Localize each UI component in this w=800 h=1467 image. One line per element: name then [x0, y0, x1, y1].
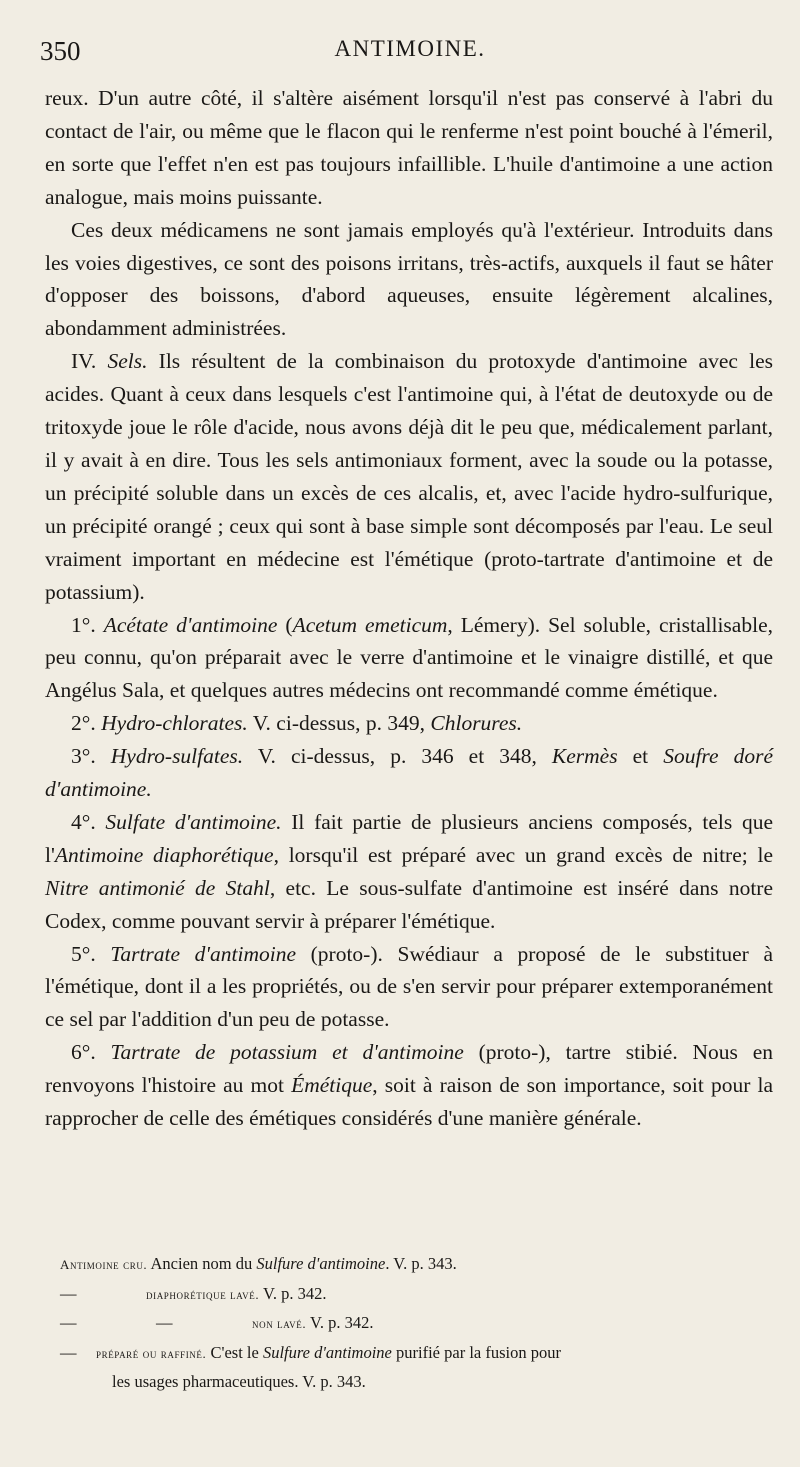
- index-notes: [60, 1250, 770, 1397]
- page-header: [40, 36, 780, 76]
- paragraph-tartrate: [45, 938, 773, 1037]
- item-text: (: [277, 612, 293, 637]
- ditto-dash: —: [60, 1342, 77, 1362]
- note-heading: non lavé.: [252, 1316, 307, 1331]
- section-title: Sels.: [107, 349, 148, 374]
- paragraph-hydrosulfates: [45, 740, 773, 806]
- note-heading: Antimoine cru.: [60, 1257, 148, 1272]
- item-text: V. ci-dessus, p. 346 et 348,: [243, 744, 552, 769]
- note-heading: diaphorétique lavé.: [146, 1286, 260, 1302]
- ditto-dash: —: [156, 1313, 173, 1332]
- paragraph-sels: [45, 345, 773, 608]
- item-text: , soit à raison de son importance, soit pour la rapprocher de celle des émétiques considérés d'une manière générale.: [45, 1073, 773, 1131]
- paragraph-hydrochlorates: [45, 707, 773, 740]
- paragraph-usage: Ces deux médicamens ne sont jamais employés qu'à l'extérieur. Introduits dans les voies digestives, ce sont des poisons irritans, très-actifs, auxquels il faut se hâter d'opposer des boissons, d'abord aqueuses, ensuite légèrement alcalines, abondamment administrées.: [45, 217, 773, 341]
- item-number: 3°.: [71, 744, 111, 769]
- item-number: 2°.: [71, 711, 102, 736]
- page-number: 350: [40, 36, 81, 66]
- item-number: 6°.: [71, 1040, 111, 1065]
- item-number: 5°.: [71, 941, 111, 966]
- item-text: (proto-). Swédiaur a proposé de le substituer à l'émétique, dont il a les propriétés, ou de s'en servir pour préparer extemporanément ce sel par l'addition d'un peu de potasse.: [45, 941, 773, 1032]
- note-reference: Sulfure d'antimoine: [262, 1342, 392, 1362]
- note-prepare-continuation: les usages pharmaceutiques. V. p. 343.: [112, 1372, 366, 1391]
- note-antimoine-cru: [60, 1250, 770, 1280]
- item-reference: Kermès: [551, 744, 618, 769]
- paragraph-tartrate-potassium: [45, 1036, 773, 1135]
- item-text: V. ci-dessus, p. 349,: [247, 711, 431, 736]
- section-text: Ils résultent de la combinaison du protoxyde d'antimoine avec les acides. Quant à ceux dans lesquels c'est l'antimoine qui, à l'état de deutoxyde ou de tritoxyde joue le rôle d'acide, nous avons déjà dit le peu que, médicalement parlant, il y avait à en dire. Tous les sels antimoniaux forment, avec la soude ou la potasse, un précipité soluble dans un excès de ces alcalis, et, avec l'acide hydro-sulfurique, un précipité orangé ; ceux qui sont à base simple sont décomposés par l'eau. Le seul vraiment important en médecine est l'émétique (proto-tartrate d'antimoine et de potassium).: [45, 349, 773, 604]
- item-title: Sulfate d'antimoine.: [105, 809, 282, 834]
- item-reference: Soufre doré d'antimoine.: [45, 744, 773, 802]
- item-reference: Nitre antimonié de Stahl: [45, 875, 270, 900]
- ditto-dash: —: [60, 1313, 77, 1332]
- note-text: purifié par la fusion pour: [391, 1342, 561, 1362]
- note-diaphoretique-lave: [60, 1280, 770, 1310]
- item-number: 4°.: [71, 809, 106, 834]
- note-text: V. p. 342.: [259, 1283, 327, 1303]
- section-number: IV.: [71, 349, 108, 374]
- ditto-dash: —: [60, 1283, 77, 1303]
- paragraph-continuation: reux. D'un autre côté, il s'altère aisément lorsqu'il n'est pas conservé à l'abri du contact de l'air, ou même que le flacon qui le renferme n'est point bouché à l'émeril, en sorte que l'effet n'en est pas toujours infaillible. L'huile d'antimoine a une action analogue, mais moins puissante.: [45, 86, 773, 209]
- note-reference: Sulfure d'antimoine: [256, 1254, 386, 1273]
- note-text: V. p. 342.: [306, 1313, 374, 1332]
- item-title: Tartrate de potassium et d'antimoine: [110, 1040, 464, 1065]
- item-title: Acétate d'antimoine: [103, 612, 278, 637]
- item-reference: Antimoine diaphorétique: [54, 842, 274, 867]
- item-text: , lorsqu'il est préparé avec un grand excès de nitre; le: [273, 842, 773, 867]
- item-title: Tartrate d'antimoine: [110, 941, 297, 966]
- body-text: [45, 82, 773, 1135]
- item-text: (proto-), tartre stibié. Nous en renvoyons l'histoire au mot: [45, 1040, 773, 1098]
- paragraph-acetate: [45, 609, 773, 708]
- note-text: . V. p. 343.: [385, 1254, 457, 1273]
- note-heading: préparé ou raffiné.: [96, 1345, 207, 1361]
- item-number: 1°.: [71, 612, 104, 637]
- note-prepare: [60, 1339, 770, 1369]
- note-non-lave: [60, 1309, 770, 1339]
- item-reference: Chlorures.: [430, 711, 523, 736]
- paragraph-sulfate: [45, 806, 773, 938]
- note-text: Ancien nom du: [147, 1254, 257, 1273]
- item-text: , etc. Le sous-sulfate d'antimoine est inséré dans notre Codex, comme pouvant servir à préparer l'émétique.: [45, 875, 773, 933]
- item-text: et: [617, 744, 664, 769]
- item-text: Il fait partie de plusieurs anciens composés, tels que l': [45, 809, 773, 867]
- item-title: Hydro-chlorates.: [101, 711, 248, 736]
- running-title: ANTIMOINE.: [334, 36, 486, 61]
- note-text: C'est le: [206, 1342, 263, 1362]
- item-reference: Émétique: [291, 1073, 373, 1098]
- item-text: , Lémery). Sel soluble, cristallisable, peu connu, qu'on préparait avec le verre d'antimoine et le vinaigre distillé, et que Angélus Sala, et quelques autres médecins ont recommandé comme émétique.: [45, 612, 773, 703]
- item-latin-name: Acetum emeticum: [292, 612, 448, 637]
- item-title: Hydro-sulfates.: [110, 744, 244, 769]
